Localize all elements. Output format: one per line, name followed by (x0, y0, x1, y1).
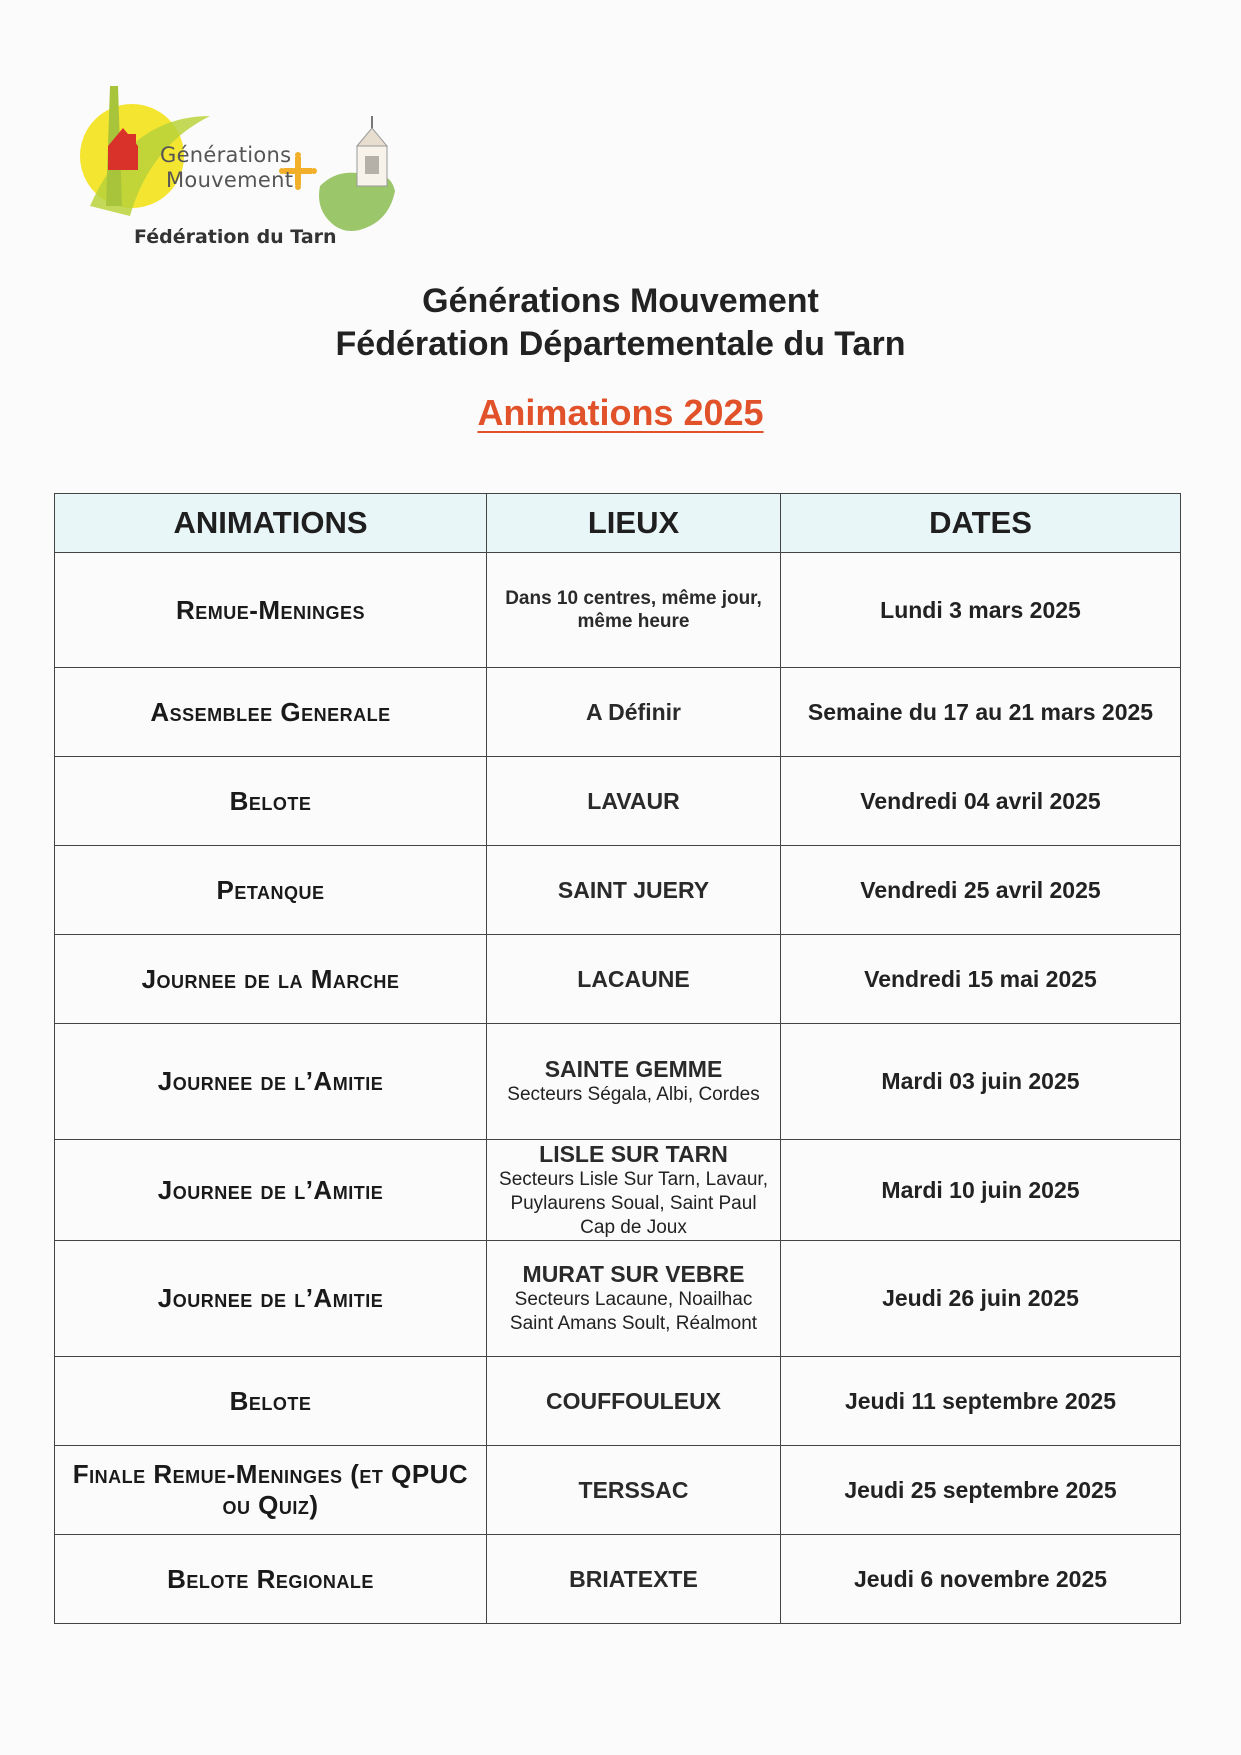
table-row (55, 1535, 1181, 1624)
section-title: Animations 2025 (477, 392, 764, 433)
cell-animation: Assemblee Generale (55, 668, 487, 757)
lieu-name: A Définir (586, 698, 681, 725)
cell-animation: Belote (55, 757, 487, 846)
cell-lieu (487, 935, 781, 1024)
logo-text-generations: Générations (160, 143, 292, 167)
table-header-row (55, 494, 1181, 553)
table-row (55, 553, 1181, 668)
table-row (55, 846, 1181, 935)
cell-lieu (487, 1024, 781, 1140)
cell-date: Mardi 10 juin 2025 (781, 1140, 1181, 1241)
logo-text-federation: Fédération du Tarn (134, 226, 337, 248)
lieu-name: MURAT SUR VEBRE (522, 1261, 745, 1287)
cell-animation: Belote (55, 1357, 487, 1446)
cell-date: Semaine du 17 au 21 mars 2025 (781, 668, 1181, 757)
cell-date: Jeudi 6 novembre 2025 (781, 1535, 1181, 1624)
cell-date: Jeudi 25 septembre 2025 (781, 1446, 1181, 1535)
lieu-name: SAINTE GEMME (544, 1056, 723, 1082)
lieu-name: TERSSAC (578, 1476, 689, 1503)
federation-logo (70, 76, 450, 266)
cell-lieu (487, 846, 781, 935)
cell-lieu (487, 1535, 781, 1624)
cell-date: Jeudi 26 juin 2025 (781, 1241, 1181, 1357)
column-header-lieux: LIEUX (487, 494, 781, 553)
cell-animation: Petanque (55, 846, 487, 935)
cell-lieu (487, 757, 781, 846)
lieu-name: BRIATEXTE (569, 1565, 698, 1592)
cell-lieu (487, 1241, 781, 1357)
cell-date: Vendredi 04 avril 2025 (781, 757, 1181, 846)
page-title: Générations Mouvement (422, 282, 819, 320)
lieu-details: Secteurs Lacaune, Noailhac Saint Amans Soult, Réalmont (509, 1289, 758, 1334)
cell-animation: Journee de l’Amitie (55, 1024, 487, 1140)
column-header-dates: DATES (781, 494, 1181, 553)
cell-lieu (487, 1140, 781, 1241)
table-row (55, 668, 1181, 757)
lieu-name: Dans 10 centres, même jour, même heure (505, 588, 762, 632)
lieu-name: LACAUNE (577, 965, 690, 992)
cell-date: Vendredi 15 mai 2025 (781, 935, 1181, 1024)
logo-text-mouvement: Mouvement (166, 168, 294, 192)
cell-date: Mardi 03 juin 2025 (781, 1024, 1181, 1140)
table-row (55, 1241, 1181, 1357)
table-row (55, 935, 1181, 1024)
lieu-name: LISLE SUR TARN (539, 1140, 728, 1167)
cell-lieu (487, 1446, 781, 1535)
cell-lieu (487, 668, 781, 757)
cell-animation: Journee de l’Amitie (55, 1241, 487, 1357)
lieu-name: COUFFOULEUX (545, 1387, 722, 1414)
table-row (55, 1446, 1181, 1535)
animations-table (54, 493, 1181, 1624)
cell-date: Vendredi 25 avril 2025 (781, 846, 1181, 935)
cell-lieu (487, 1357, 781, 1446)
lieu-name: SAINT JUERY (557, 876, 710, 903)
page-subtitle: Fédération Départementale du Tarn (335, 325, 906, 363)
cell-animation: Finale Remue-Meninges (et QPUC ou Quiz) (55, 1446, 487, 1535)
lieu-details: Secteurs Ségala, Albi, Cordes (507, 1084, 760, 1105)
column-header-animations: ANIMATIONS (55, 494, 487, 553)
table-row (55, 1357, 1181, 1446)
lieu-details: Secteurs Lisle Sur Tarn, Lavaur, Puylaurens Soual, Saint Paul Cap de Joux (499, 1168, 768, 1238)
cell-animation: Journee de l’Amitie (55, 1140, 487, 1241)
lieu-name: LAVAUR (587, 787, 680, 814)
cell-lieu (487, 553, 781, 668)
cell-date: Lundi 3 mars 2025 (781, 553, 1181, 668)
cell-animation: Remue-Meninges (55, 553, 487, 668)
cell-animation: Belote Regionale (55, 1535, 487, 1624)
cell-animation: Journee de la Marche (55, 935, 487, 1024)
table-row (55, 757, 1181, 846)
table-row (55, 1140, 1181, 1241)
cell-date: Jeudi 11 septembre 2025 (781, 1357, 1181, 1446)
table-row (55, 1024, 1181, 1140)
